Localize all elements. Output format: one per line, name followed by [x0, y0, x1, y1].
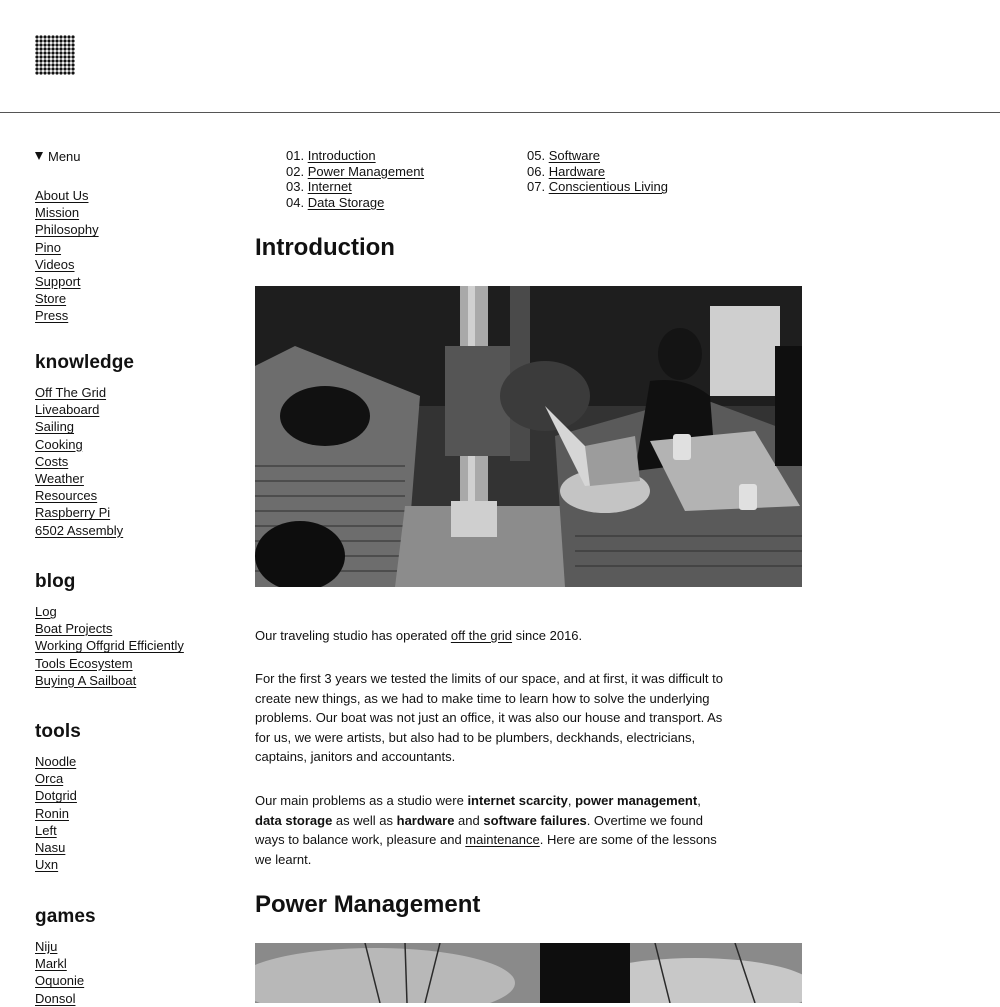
- maintenance-link[interactable]: maintenance: [465, 832, 540, 847]
- paragraph-1: [255, 626, 727, 646]
- toc-link-software[interactable]: Software: [548, 148, 601, 163]
- off-the-grid-link[interactable]: off the grid: [450, 628, 513, 643]
- emphasis-internet-scarcity: internet scarcity: [467, 793, 568, 808]
- toc-link-internet[interactable]: Internet: [307, 179, 352, 195]
- knowledge-link-raspberry-pi[interactable]: Raspberry Pi: [35, 505, 111, 521]
- toc-item: [527, 164, 668, 180]
- sidebar-section-knowledge: [35, 351, 134, 539]
- menu-link-about-us[interactable]: About Us: [35, 188, 89, 203]
- menu-list: [35, 187, 235, 325]
- sailboat-rigging-photo-graphic: [255, 943, 802, 1003]
- sidebar-section-games: [35, 905, 96, 1007]
- article: [255, 148, 803, 918]
- games-list: [35, 938, 96, 1007]
- blog-link-working-offgrid-efficiently[interactable]: Working Offgrid Efficiently: [35, 638, 184, 654]
- paragraph-1-text-after: since 2016.: [512, 628, 583, 643]
- paragraph-3-text: Our main problems as a studio were: [255, 793, 468, 808]
- site-header: [0, 0, 1000, 113]
- tools-link-orca[interactable]: Orca: [35, 771, 64, 787]
- paragraph-3-text: ,: [567, 793, 576, 808]
- knowledge-link-cooking[interactable]: Cooking: [35, 436, 83, 452]
- menu-link-support[interactable]: Support: [35, 273, 81, 289]
- tools-link-uxn[interactable]: Uxn: [35, 857, 59, 873]
- section-heading-games: games: [35, 906, 96, 927]
- logo-dot-grid-icon[interactable]: [35, 35, 75, 75]
- tools-link-left[interactable]: Left: [35, 822, 57, 838]
- section-heading-blog: blog: [35, 571, 76, 592]
- toc-number: 04.: [286, 194, 305, 210]
- blog-link-tools-ecosystem[interactable]: Tools Ecosystem: [35, 655, 133, 671]
- knowledge-link-sailing[interactable]: Sailing: [35, 419, 75, 435]
- disclosure-triangle-icon: [35, 152, 43, 160]
- menu-link-pino[interactable]: Pino: [35, 239, 62, 255]
- toc-number: 03.: [286, 179, 305, 195]
- knowledge-link-costs[interactable]: Costs: [35, 453, 69, 469]
- knowledge-link-liveaboard[interactable]: Liveaboard: [35, 402, 100, 418]
- emphasis-power-management: power management: [575, 793, 698, 808]
- menu-link-store[interactable]: Store: [35, 291, 67, 307]
- introduction-heading: Introduction: [255, 234, 395, 261]
- games-link-niju[interactable]: Niju: [35, 939, 58, 954]
- toc-item: [286, 195, 424, 211]
- menu-link-videos[interactable]: Videos: [35, 256, 75, 272]
- section-heading-tools: tools: [35, 721, 81, 742]
- blog-link-buying-a-sailboat[interactable]: Buying A Sailboat: [35, 672, 137, 688]
- tools-link-nasu[interactable]: Nasu: [35, 839, 66, 855]
- knowledge-link-resources[interactable]: Resources: [35, 488, 98, 504]
- toc-column-1: [286, 148, 424, 210]
- toc-item: [286, 179, 424, 195]
- toc-link-conscientious-living[interactable]: Conscientious Living: [548, 179, 668, 195]
- boat-cabin-photo-graphic: [255, 286, 802, 587]
- tools-link-ronin[interactable]: Ronin: [35, 805, 69, 821]
- toc-link-data-storage[interactable]: Data Storage: [307, 194, 385, 210]
- sidebar-section-tools: [35, 720, 81, 873]
- games-link-donsol[interactable]: Donsol: [35, 990, 76, 1006]
- menu-label: Menu: [48, 148, 81, 164]
- paragraph-3-text: and: [454, 812, 484, 828]
- toc-item: [286, 164, 424, 180]
- paragraph-3-text: . Here are some of the lessons we learnt.: [255, 832, 717, 867]
- paragraph-3-text: . Overtime we found ways to balance work, pleasure and: [255, 812, 704, 847]
- emphasis-hardware: hardware: [396, 812, 455, 828]
- paragraph-3: [255, 791, 727, 869]
- blog-list: [35, 603, 184, 689]
- knowledge-link-weather[interactable]: Weather: [35, 470, 84, 486]
- toc-item: [527, 148, 668, 164]
- tools-link-noodle[interactable]: Noodle: [35, 754, 77, 769]
- knowledge-link-6502-assembly[interactable]: 6502 Assembly: [35, 522, 124, 538]
- paragraph-3-text: as well as: [332, 812, 397, 828]
- toc-number: 01.: [286, 148, 305, 163]
- toc-number: 05.: [527, 148, 546, 163]
- toc-number: 06.: [527, 163, 546, 179]
- toc-link-power-management[interactable]: Power Management: [307, 163, 425, 179]
- blog-link-boat-projects[interactable]: Boat Projects: [35, 621, 113, 637]
- power-management-heading: Power Management: [255, 891, 481, 918]
- emphasis-software-failures: software failures: [483, 812, 587, 828]
- section-heading-knowledge: knowledge: [35, 352, 135, 373]
- games-link-oquonie[interactable]: Oquonie: [35, 973, 85, 989]
- paragraph-2: For the first 3 years we tested the limits of our space, and at first, it was difficult to create new things, as we had to make time to learn how to solve the underlying problems. Our boat was not just an office, it was also our house and transport. As for us, we were artists, but also had to be plumbers, deckhands, electricians, captains, janitors and accountants.: [255, 671, 723, 764]
- toc-link-hardware[interactable]: Hardware: [548, 163, 606, 179]
- boat-cabin-photo: [255, 286, 802, 587]
- toc-number: 07.: [527, 179, 546, 195]
- paragraph-3-text: ,: [697, 793, 701, 808]
- knowledge-link-off-the-grid[interactable]: Off The Grid: [35, 385, 107, 400]
- toc-item: [286, 148, 424, 164]
- toc-link-introduction[interactable]: Introduction: [307, 148, 376, 163]
- emphasis-data-storage: data storage: [255, 812, 333, 828]
- sidebar: [35, 148, 235, 1006]
- menu-link-mission[interactable]: Mission: [35, 205, 80, 221]
- menu-link-philosophy[interactable]: Philosophy: [35, 222, 99, 238]
- toc-number: 02.: [286, 163, 305, 179]
- paragraph-1-text-before: Our traveling studio has operated: [255, 628, 451, 643]
- tools-list: [35, 753, 81, 873]
- toc-item: [527, 179, 668, 195]
- menu-toggle[interactable]: [35, 148, 235, 164]
- games-link-markl[interactable]: Markl: [35, 956, 67, 972]
- menu-link-press[interactable]: Press: [35, 308, 69, 324]
- table-of-contents: [255, 148, 803, 212]
- tools-link-dotgrid[interactable]: Dotgrid: [35, 788, 77, 804]
- knowledge-list: [35, 384, 134, 539]
- toc-column-2: [527, 148, 668, 195]
- blog-link-log[interactable]: Log: [35, 604, 57, 619]
- sidebar-section-blog: [35, 570, 184, 689]
- sailboat-rigging-photo: [255, 943, 802, 1003]
